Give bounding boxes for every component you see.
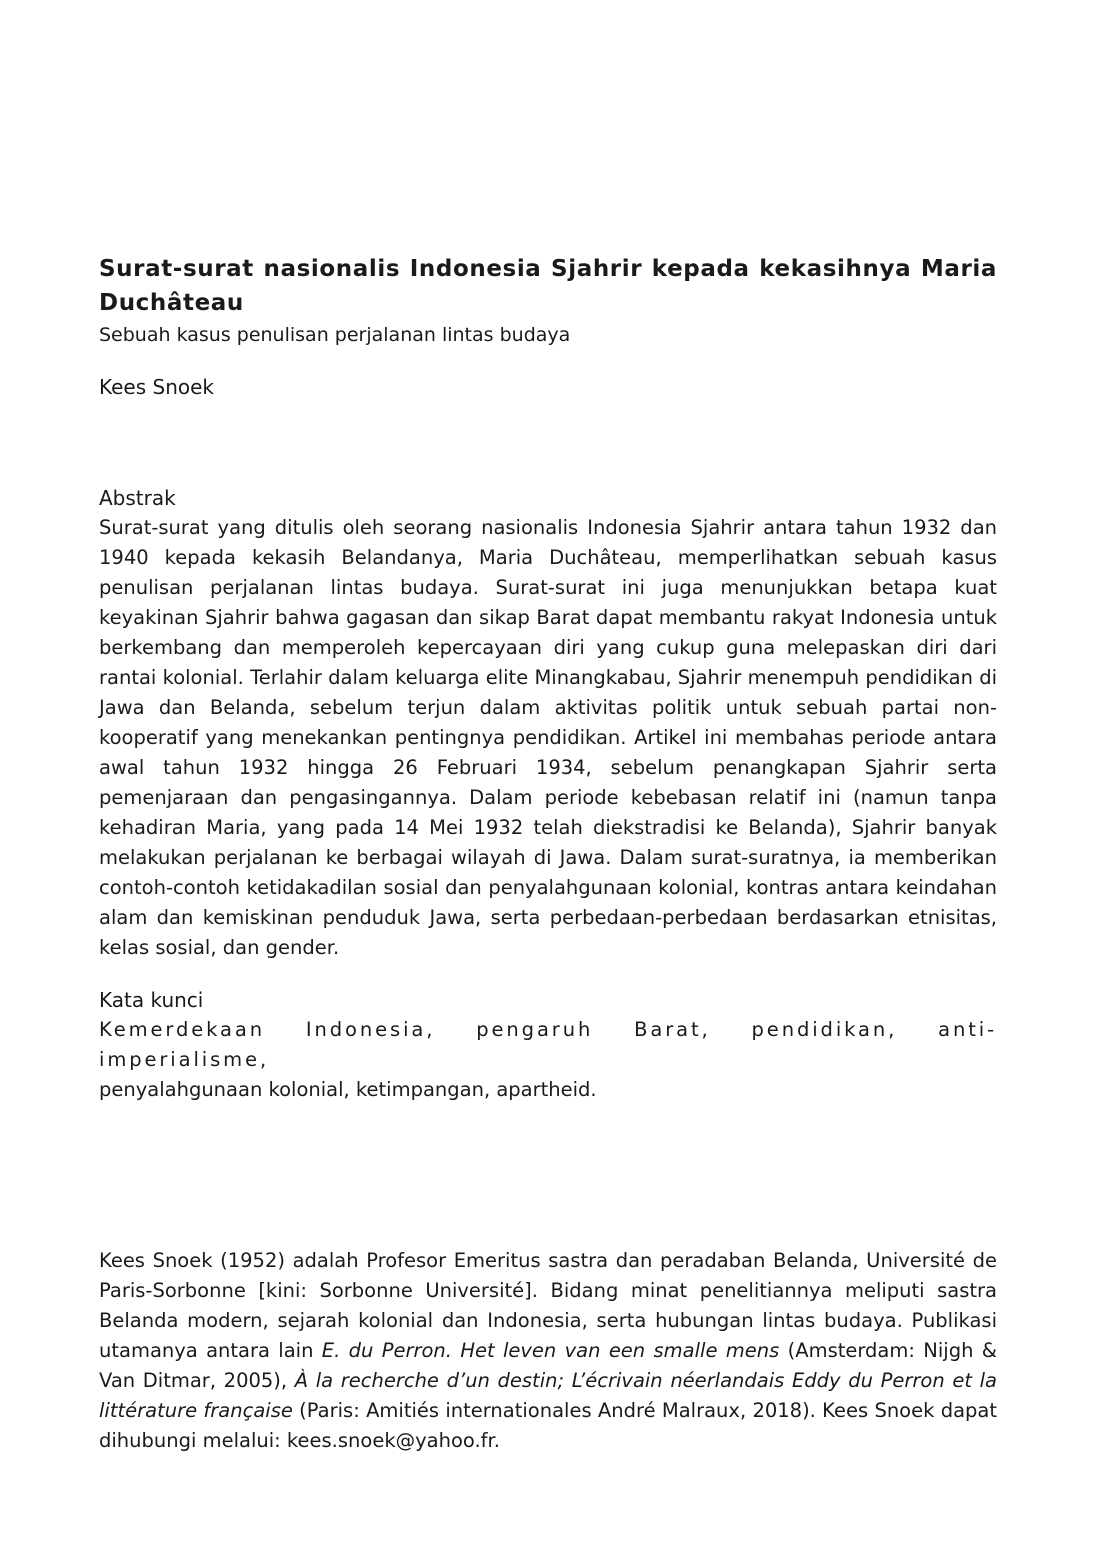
- abstract-heading: Abstrak: [99, 486, 176, 510]
- bio-book-2: À la recherche d’un destin; L’écrivain néerlandais Eddy du Perron et la littérature française: [99, 1369, 997, 1422]
- abstract-text: Surat-surat yang ditulis oleh seorang nasionalis Indonesia Sjahrir antara tahun 1932 dan 1940 kepada kekasih Belandanya, Maria Duchâteau, memperlihatkan sebuah kasus penulisan perjalanan lintas budaya. Surat-surat ini juga menunjukkan betapa kuat keyakinan Sjahrir bahwa gagasan dan sikap Barat dapat membantu rakyat Indonesia untuk berkembang dan memperoleh kepercayaan diri yang cukup guna melepaskan diri dari rantai kolonial. Terlahir dalam keluarga elite Minangkabau, Sjahrir menempuh pendidikan di Jawa dan Belanda, sebelum terjun dalam aktivitas politik untuk sebuah partai non-kooperatif yang menekankan pentingnya pendidikan. Artikel ini membahas periode antara awal tahun 1932 hingga 26 Februari 1934, sebelum penangkapan Sjahrir serta pemenjaraan dan pengasingannya. Dalam periode kebebasan relatif ini (namun tanpa kehadiran Maria, yang pada 14 Mei 1932 telah diekstradisi ke Belanda), Sjahrir banyak melakukan perjalanan ke berbagai wilayah di Jawa. Dalam surat-suratnya, ia memberikan contoh-contoh ketidakadilan sosial dan penyalahgunaan kolonial, kontras antara keindahan alam dan kemiskinan penduduk Jawa, serta perbedaan-perbedaan berdasarkan etnisitas, kelas sosial, dan gender.: [99, 516, 997, 959]
- keywords-line-1: Kemerdekaan Indonesia, pengaruh Barat, pendidikan, anti-imperialisme,: [99, 1018, 997, 1071]
- bio-text-2: (Amsterdam: Nijgh & Van Ditmar, 2005),: [99, 1339, 997, 1392]
- keywords-text: [99, 1015, 997, 1105]
- article-title: Surat-surat nasionalis Indonesia Sjahrir kepada kekasihnya Maria Duchâteau: [99, 256, 997, 316]
- author-bio: [99, 1246, 997, 1456]
- bio-text-3: (Paris: Amitiés internationales André Malraux, 2018). Kees Snoek dapat dihubungi melalui: kees.snoek@yahoo.fr.: [99, 1399, 998, 1452]
- article-page: [99, 252, 997, 1456]
- keywords-heading: Kata kunci: [99, 988, 204, 1012]
- article-author: Kees Snoek: [99, 375, 214, 399]
- bio-text-1: Kees Snoek (1952) adalah Profesor Emeritus sastra dan peradaban Belanda, Université de Paris-Sorbonne [kini: Sorbonne Université]. Bidang minat penelitiannya meliputi sastra Belanda modern, sejarah kolonial dan Indonesia, serta hubungan lintas budaya. Publikasi utamanya antara lain: [99, 1249, 997, 1362]
- keywords-line-2: penyalahgunaan kolonial, ketimpangan, apartheid.: [99, 1078, 597, 1101]
- article-subtitle: Sebuah kasus penulisan perjalanan lintas budaya: [99, 324, 571, 346]
- bio-book-1: E. du Perron. Het leven van een smalle mens: [321, 1339, 780, 1362]
